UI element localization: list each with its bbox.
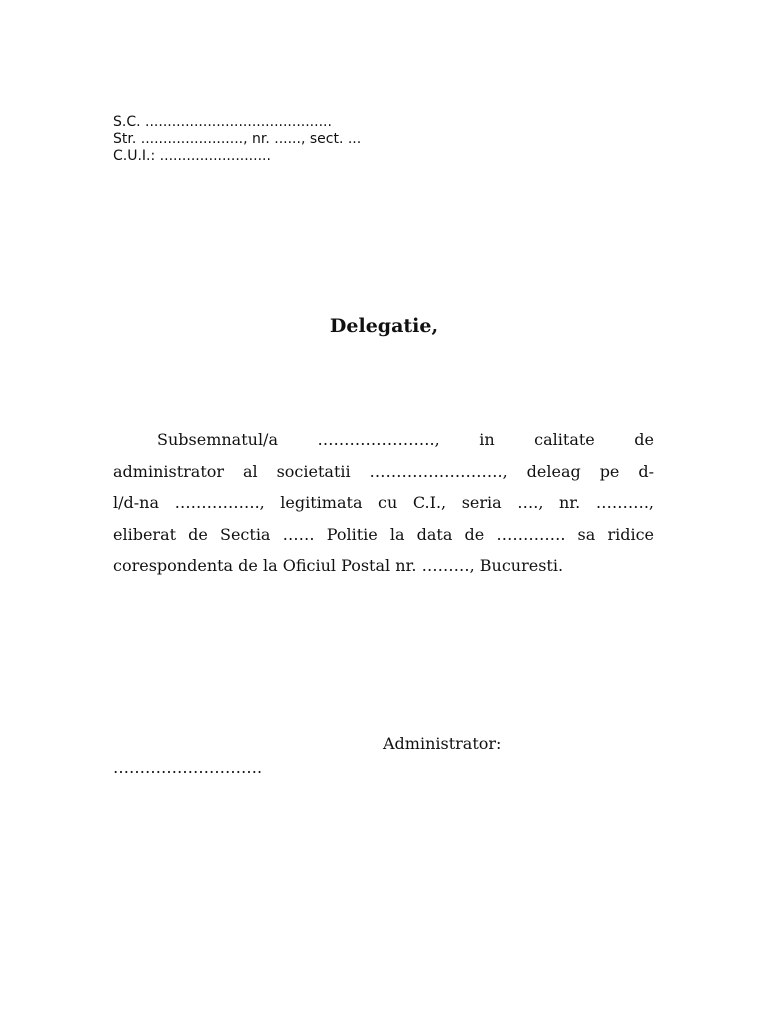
document-title: Delegatie, [329,315,439,337]
cui-line: C.U.I.: ......................... [113,148,271,164]
signature-label: Administrator: [383,734,502,753]
body-line-1: Subsemnatul/a …………………., in calitate de [157,430,654,449]
address-line: Str. ......................., nr. ......, sect. ... [113,131,362,147]
company-header [113,114,361,165]
company-name-line: S.C. .......................................... [113,114,332,130]
body-line-5: corespondenta de la Oficiul Postal nr. ………, Bucuresti. [113,556,564,575]
signature-line: ………………………. [113,758,263,777]
document-body [113,424,654,582]
body-line-3: l/d-na ……………., legitimata cu C.I., seria …., nr. ………., [113,493,654,512]
body-line-4: eliberat de Sectia …… Politie la data de …………. sa ridice [113,524,654,544]
body-line-2: administrator al societatii ……………………., deleag pe d- [113,461,654,481]
